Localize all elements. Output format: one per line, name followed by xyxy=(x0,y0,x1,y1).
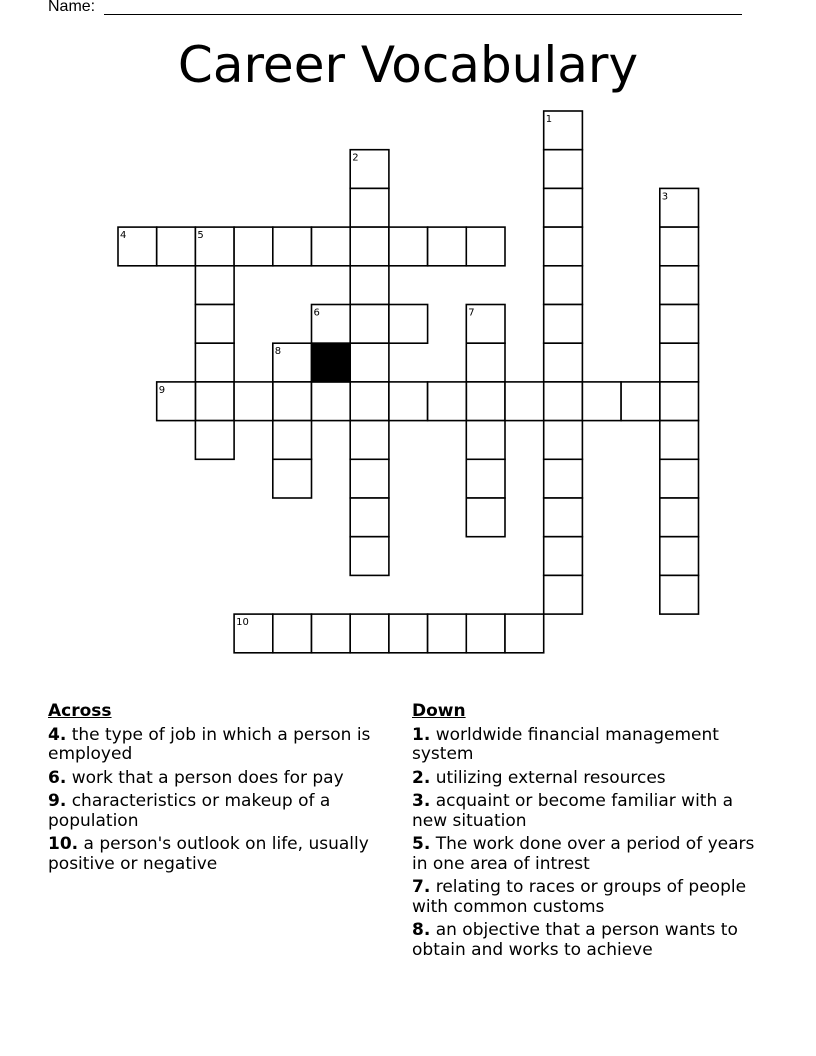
clue-number: 5. xyxy=(412,834,431,854)
grid-cell[interactable] xyxy=(195,266,234,305)
grid-cell[interactable] xyxy=(234,382,273,421)
grid-cell[interactable] xyxy=(544,343,583,382)
grid-cell[interactable] xyxy=(660,343,699,382)
clue-text: an objective that a person wants to obtain and works to achieve xyxy=(412,920,738,960)
grid-cell[interactable] xyxy=(312,614,351,653)
grid-cell[interactable] xyxy=(273,382,312,421)
grid-cell[interactable] xyxy=(350,188,389,227)
clue-down-2 xyxy=(412,769,757,789)
grid-number: 3 xyxy=(661,191,669,203)
grid-number: 7 xyxy=(468,307,475,319)
grid-cell[interactable] xyxy=(621,382,660,421)
grid-cell[interactable] xyxy=(350,343,389,382)
grid-cell[interactable] xyxy=(389,382,428,421)
clue-text: relating to races or groups of people with common customs xyxy=(412,877,747,917)
clue-number: 6. xyxy=(48,767,67,788)
clue-text: characteristics or makeup of a population xyxy=(48,791,331,831)
grid-cell[interactable] xyxy=(544,537,583,576)
grid-cell[interactable] xyxy=(660,498,699,537)
across-heading: Across xyxy=(48,701,112,721)
grid-cell[interactable] xyxy=(660,227,699,266)
grid-cell[interactable] xyxy=(660,382,699,421)
clue-text: work that a person does for pay xyxy=(71,767,344,788)
grid-cell[interactable] xyxy=(273,227,312,266)
grid-cell[interactable] xyxy=(312,382,351,421)
clue-text: a person's outlook on life, usually positive or negative xyxy=(48,834,369,874)
grid-cell[interactable] xyxy=(157,227,196,266)
grid-cell[interactable] xyxy=(428,227,467,266)
clue-down-1 xyxy=(412,726,757,765)
grid-cell[interactable] xyxy=(505,614,544,653)
grid-cell[interactable] xyxy=(350,614,389,653)
grid-number: 5 xyxy=(197,230,204,242)
grid-number: 6 xyxy=(313,307,320,319)
grid-cell[interactable] xyxy=(544,459,583,498)
clue-number: 4. xyxy=(48,724,67,745)
name-label: Name: xyxy=(48,0,96,15)
grid-cell[interactable] xyxy=(350,382,389,421)
grid-cell[interactable] xyxy=(660,421,699,460)
grid-cell[interactable] xyxy=(234,227,273,266)
grid-number: 1 xyxy=(545,114,553,125)
grid-cell[interactable] xyxy=(350,305,389,344)
grid-cell[interactable] xyxy=(312,227,351,266)
clue-text: The work done over a period of years in one area of intrest xyxy=(412,834,755,874)
clue-text: the type of job in which a person is employed xyxy=(48,724,371,764)
grid-cell[interactable] xyxy=(544,421,583,460)
grid-cell[interactable] xyxy=(389,614,428,653)
grid-cell[interactable] xyxy=(466,382,505,421)
grid-cell[interactable] xyxy=(350,227,389,266)
grid-cell[interactable] xyxy=(660,537,699,576)
grid-cell[interactable] xyxy=(195,382,234,421)
across-clues xyxy=(48,702,393,878)
clue-text: acquaint or become familiar with a new situation xyxy=(412,791,734,831)
grid-cell[interactable] xyxy=(660,459,699,498)
clue-number: 8. xyxy=(412,920,431,940)
grid-number: 10 xyxy=(236,617,249,629)
grid-cell[interactable] xyxy=(350,459,389,498)
grid-cell[interactable] xyxy=(505,382,544,421)
clue-number: 2. xyxy=(412,767,431,788)
clue-text: worldwide financial management system xyxy=(412,724,719,764)
grid-cell[interactable] xyxy=(273,421,312,460)
clue-down-3 xyxy=(412,792,757,831)
grid-cell[interactable] xyxy=(195,343,234,382)
black-square xyxy=(312,343,351,382)
grid-cell[interactable] xyxy=(660,305,699,344)
grid-cell[interactable] xyxy=(389,227,428,266)
grid-cell[interactable] xyxy=(350,421,389,460)
clue-across-4 xyxy=(48,726,393,765)
grid-cell[interactable] xyxy=(273,459,312,498)
down-clues xyxy=(412,702,757,964)
grid-number: 8 xyxy=(274,346,282,358)
grid-number: 4 xyxy=(120,230,127,242)
grid-cell[interactable] xyxy=(466,227,505,266)
clue-number: 9. xyxy=(48,791,67,811)
clue-number: 3. xyxy=(412,791,431,811)
grid-cell[interactable] xyxy=(582,382,621,421)
clue-text: utilizing external resources xyxy=(435,767,666,788)
grid-cell[interactable] xyxy=(428,614,467,653)
grid-cell[interactable] xyxy=(544,150,583,189)
clue-number: 7. xyxy=(412,877,431,897)
grid-cell[interactable] xyxy=(466,421,505,460)
down-heading: Down xyxy=(412,701,466,721)
grid-cell[interactable] xyxy=(466,498,505,537)
clue-down-8 xyxy=(412,921,757,960)
grid-cell[interactable] xyxy=(466,459,505,498)
grid-cell[interactable] xyxy=(350,266,389,305)
grid-cell[interactable] xyxy=(544,305,583,344)
grid-cell[interactable] xyxy=(428,382,467,421)
grid-cell[interactable] xyxy=(660,575,699,614)
grid-cell[interactable] xyxy=(544,498,583,537)
grid-cell[interactable] xyxy=(466,614,505,653)
grid-cell[interactable] xyxy=(544,188,583,227)
grid-cell[interactable] xyxy=(544,575,583,614)
clue-across-9 xyxy=(48,792,393,831)
grid-cell[interactable] xyxy=(273,614,312,653)
grid-cell[interactable] xyxy=(195,421,234,460)
clue-across-10 xyxy=(48,835,393,874)
grid-cell[interactable] xyxy=(350,537,389,576)
clue-number: 1. xyxy=(412,724,431,745)
clue-across-6 xyxy=(48,769,393,789)
grid-cell[interactable] xyxy=(350,498,389,537)
clue-down-7 xyxy=(412,878,757,917)
grid-cell[interactable] xyxy=(544,382,583,421)
clue-down-5 xyxy=(412,835,757,874)
grid-cell[interactable] xyxy=(389,305,428,344)
clue-number: 10. xyxy=(48,834,79,854)
grid-cell[interactable] xyxy=(544,266,583,305)
grid-number: 9 xyxy=(158,384,166,396)
page-title: Career Vocabulary xyxy=(177,36,639,94)
grid-number: 2 xyxy=(352,152,359,164)
grid-cell[interactable] xyxy=(466,343,505,382)
grid-cell[interactable] xyxy=(544,227,583,266)
grid-cell[interactable] xyxy=(660,266,699,305)
grid-cell[interactable] xyxy=(195,305,234,344)
